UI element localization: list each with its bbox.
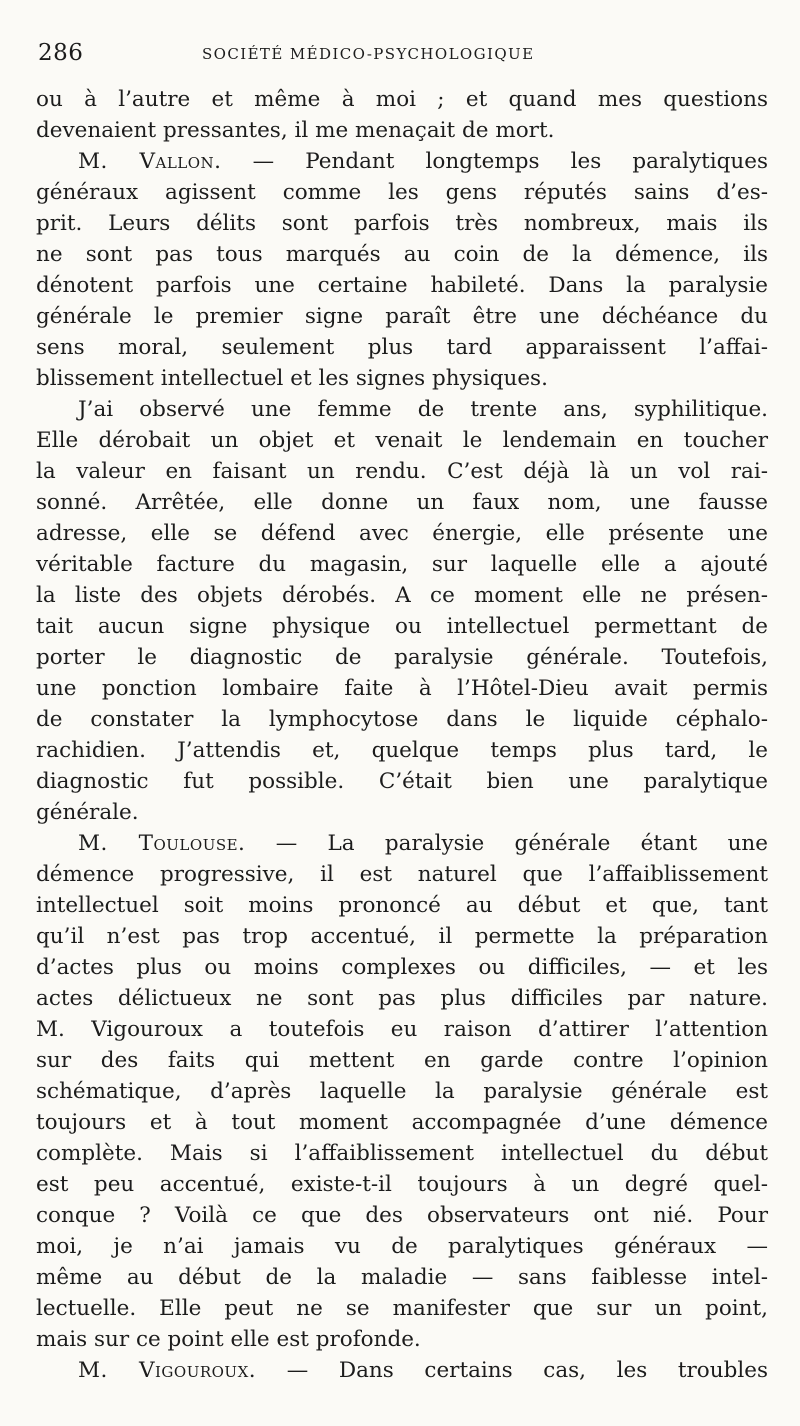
text-line	[36, 611, 768, 642]
line-text: intellectuel soit moins prononcé au début et que, tant	[36, 893, 768, 918]
speaker-name: M. Vallon.	[78, 149, 222, 174]
text-line	[36, 1324, 768, 1355]
text-line	[36, 456, 768, 487]
text-line	[36, 425, 768, 456]
text-line	[36, 394, 768, 425]
text-line	[36, 301, 768, 332]
line-text: devenaient pressantes, il me menaçait de mort.	[36, 118, 555, 143]
page-number: 286	[38, 40, 84, 66]
text-line	[36, 84, 768, 115]
line-text: est peu accentué, existe-t-il toujours à un degré quel-	[36, 1172, 768, 1197]
text-line	[36, 704, 768, 735]
line-text: toujours et à tout moment accompagnée d’une démence	[36, 1110, 768, 1135]
text-line	[36, 1076, 768, 1107]
text-line	[36, 1014, 768, 1045]
line-text: la valeur en faisant un rendu. C’est déjà là un vol rai-	[36, 459, 768, 484]
line-text: d’actes plus ou moins complexes ou difficiles, — et les	[36, 955, 768, 980]
text-line	[36, 1169, 768, 1200]
text-line	[36, 1107, 768, 1138]
line-text: mais sur ce point elle est profonde.	[36, 1327, 421, 1352]
text-line	[36, 673, 768, 704]
line-text: schématique, d’après laquelle la paralysie générale est	[36, 1079, 768, 1104]
line-text: adresse, elle se défend avec énergie, elle présente une	[36, 521, 768, 546]
text-line	[36, 983, 768, 1014]
line-text: dénotent parfois une certaine habileté. Dans la paralysie	[36, 273, 768, 298]
line-text: complète. Mais si l’affaiblissement intellectuel du début	[36, 1141, 768, 1166]
line-text: sur des faits qui mettent en garde contre l’opinion	[36, 1048, 768, 1073]
text-line	[36, 1045, 768, 1076]
line-text: généraux agissent comme les gens réputés sains d’es-	[36, 180, 768, 205]
text-line	[36, 146, 768, 177]
line-text: tait aucun signe physique ou intellectuel permettant de	[36, 614, 768, 639]
text-line	[36, 115, 768, 146]
text-line	[36, 797, 768, 828]
running-head: SOCIÉTÉ MÉDICO-PSYCHOLOGIQUE	[202, 45, 535, 63]
text-line	[36, 921, 768, 952]
text-line	[36, 828, 768, 859]
line-text: — La paralysie générale étant une	[245, 831, 769, 856]
text-line	[36, 859, 768, 890]
line-text: sonné. Arrêtée, elle donne un faux nom, une fausse	[36, 490, 768, 515]
line-text: J’ai observé une femme de trente ans, syphilitique.	[78, 397, 768, 422]
text-line	[36, 1231, 768, 1262]
line-text: prit. Leurs délits sont parfois très nombreux, mais ils	[36, 211, 768, 236]
line-text: démence progressive, il est naturel que l’affaiblissement	[36, 862, 768, 887]
line-text: même au début de la maladie — sans faiblesse intel-	[36, 1265, 768, 1290]
speaker-name: M. Vigouroux.	[78, 1358, 257, 1383]
text-line	[36, 1138, 768, 1169]
line-text: lectuelle. Elle peut ne se manifester que sur un point,	[36, 1296, 768, 1321]
text-line	[36, 177, 768, 208]
line-text: — Dans certains cas, les troubles	[256, 1358, 768, 1383]
text-line	[36, 1293, 768, 1324]
line-text: sens moral, seulement plus tard apparaissent l’affai-	[36, 335, 768, 360]
line-text: ne sont pas tous marqués au coin de la démence, ils	[36, 242, 768, 267]
text-line	[36, 549, 768, 580]
text-line	[36, 642, 768, 673]
body-text	[36, 84, 768, 1386]
text-line	[36, 363, 768, 394]
line-text: blissement intellectuel et les signes physiques.	[36, 366, 548, 391]
line-text: une ponction lombaire faite à l’Hôtel-Dieu avait permis	[36, 676, 768, 701]
page-header	[38, 40, 764, 76]
line-text: conque ? Voilà ce que des observateurs ont nié. Pour	[36, 1203, 768, 1228]
text-line	[36, 766, 768, 797]
line-text: Elle dérobait un objet et venait le lendemain en toucher	[36, 428, 768, 453]
line-text: véritable facture du magasin, sur laquelle elle a ajouté	[36, 552, 768, 577]
text-line	[36, 952, 768, 983]
line-text: ou à l’autre et même à moi ; et quand mes questions	[36, 87, 768, 112]
text-line	[36, 580, 768, 611]
line-text: diagnostic fut possible. C’était bien une paralytique	[36, 769, 768, 794]
line-text: M. Vigouroux a toutefois eu raison d’attirer l’attention	[36, 1017, 768, 1042]
text-line	[36, 332, 768, 363]
line-text: moi, je n’ai jamais vu de paralytiques généraux —	[36, 1234, 768, 1259]
line-text: de constater la lymphocytose dans le liquide céphalo-	[36, 707, 768, 732]
text-line	[36, 1355, 768, 1386]
text-line	[36, 239, 768, 270]
line-text: porter le diagnostic de paralysie générale. Toutefois,	[36, 645, 768, 670]
text-line	[36, 1200, 768, 1231]
text-line	[36, 487, 768, 518]
line-text: la liste des objets dérobés. A ce moment elle ne présen-	[36, 583, 768, 608]
line-text: générale.	[36, 800, 139, 825]
text-line	[36, 208, 768, 239]
text-line	[36, 518, 768, 549]
text-line	[36, 1262, 768, 1293]
line-text: générale le premier signe paraît être une déchéance du	[36, 304, 768, 329]
line-text: qu’il n’est pas trop accentué, il permette la préparation	[36, 924, 768, 949]
text-line	[36, 890, 768, 921]
line-text: actes délictueux ne sont pas plus difficiles par nature.	[36, 986, 768, 1011]
text-line	[36, 735, 768, 766]
line-text: rachidien. J’attendis et, quelque temps plus tard, le	[36, 738, 768, 763]
speaker-name: M. Toulouse.	[78, 831, 246, 856]
text-line	[36, 270, 768, 301]
line-text: — Pendant longtemps les paralytiques	[221, 149, 768, 174]
